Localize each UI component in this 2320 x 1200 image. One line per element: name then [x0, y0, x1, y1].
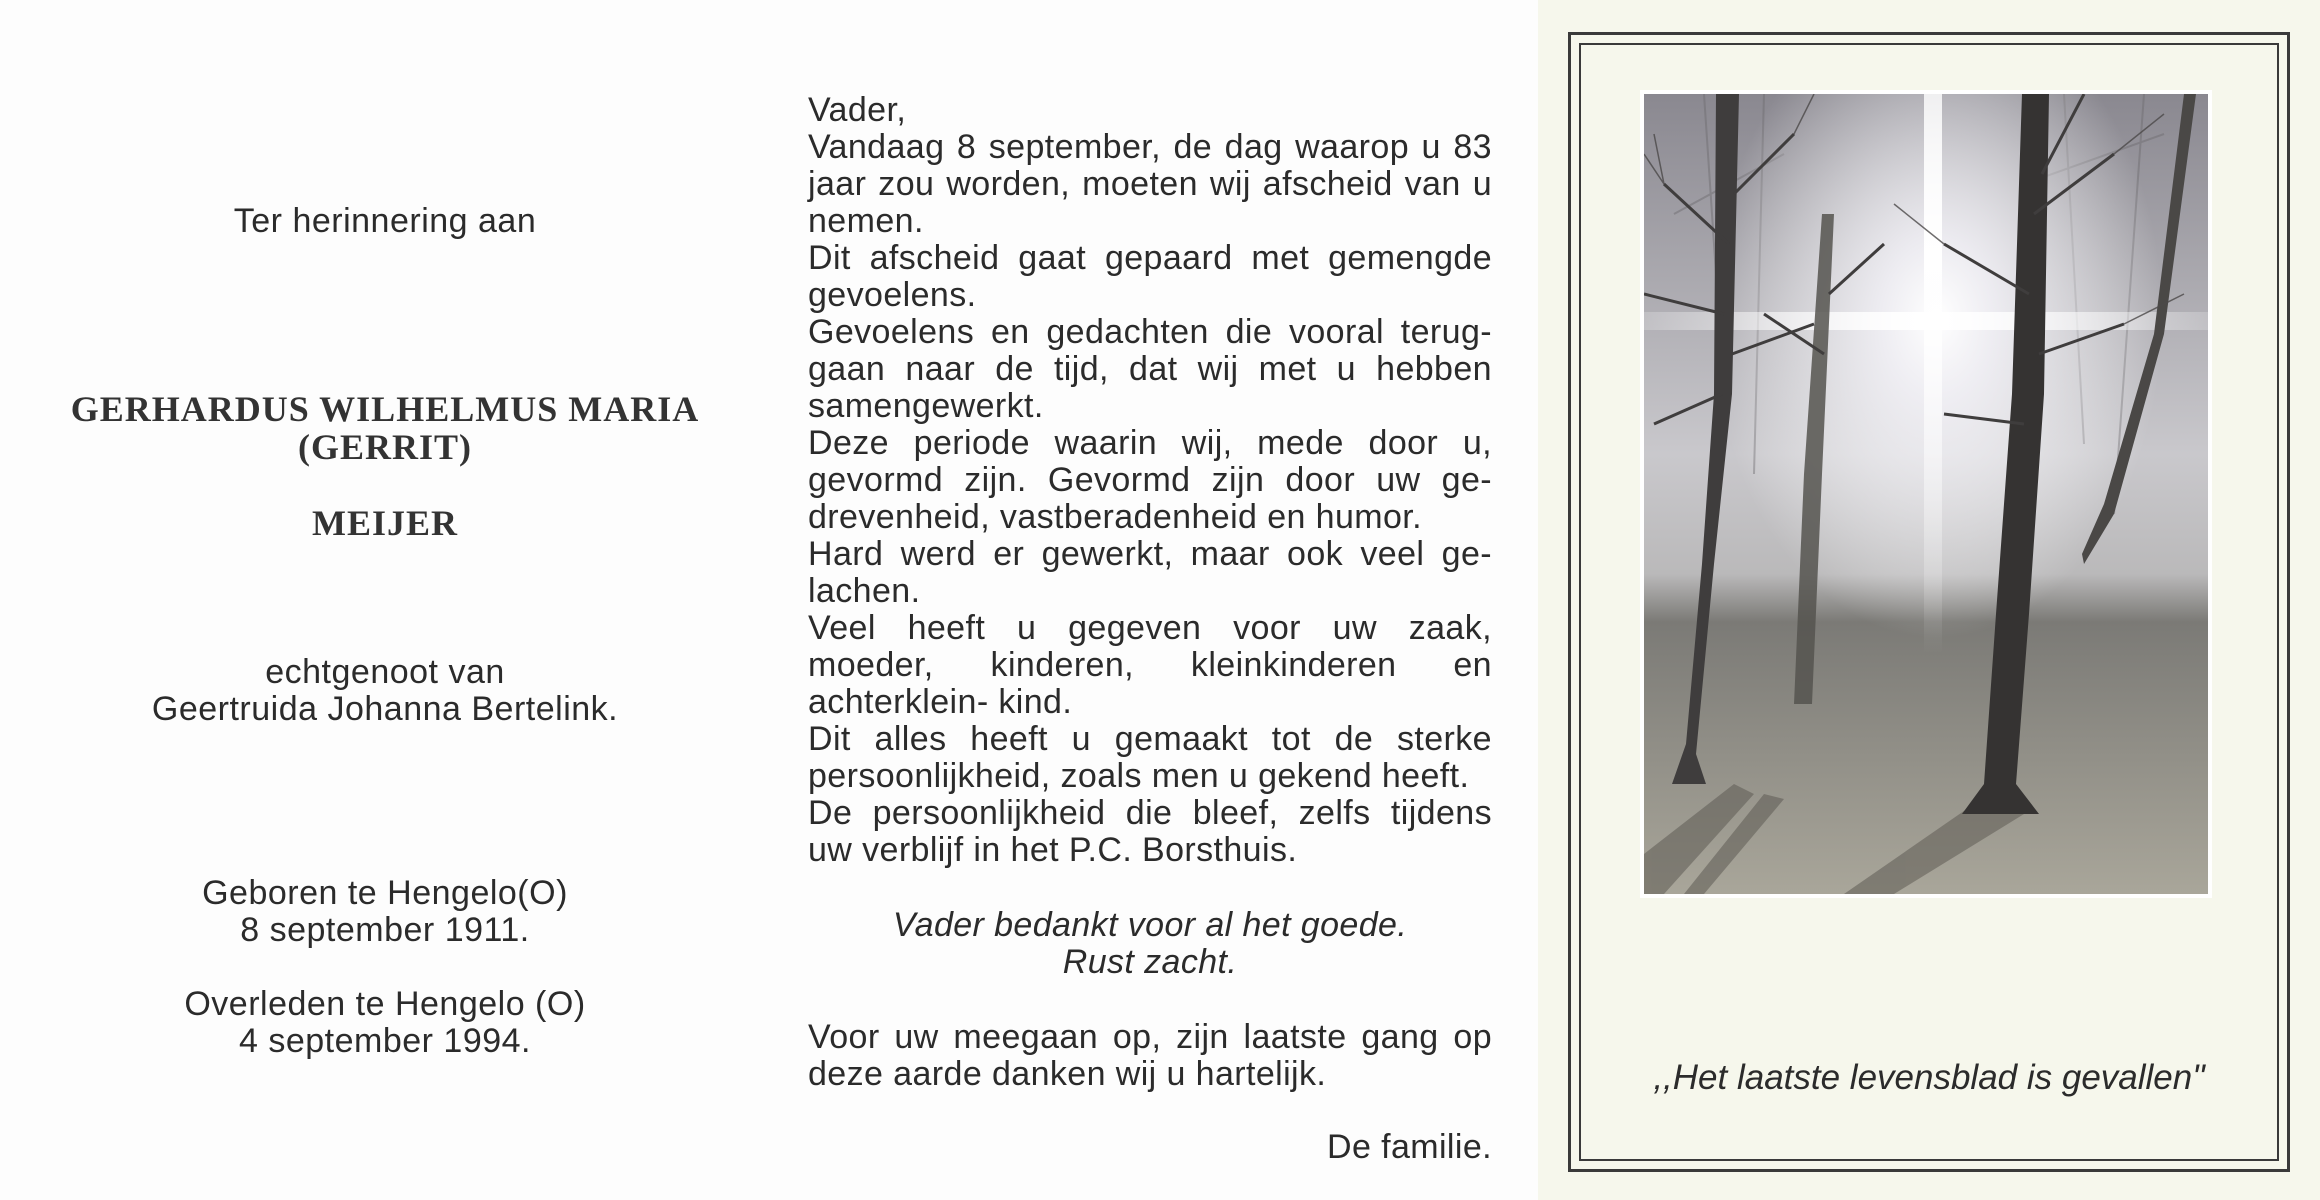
surname: MEIJER — [311, 503, 458, 543]
memorial-card-front — [1538, 0, 2320, 1200]
photo-image — [1644, 94, 2208, 894]
thanks-text: Voor uw meegaan op, zijn laatste gang op deze aarde danken wij u hartelijk. — [808, 1018, 1492, 1093]
letter-paragraph: Veel heeft u gegeven voor uw zaak, moeder, kinderen, kleinkinderen en achterklein- kind. — [808, 609, 1492, 721]
letter-paragraph: Dit alles heeft u gemaakt tot de sterke persoonlijkheid, zoals men u gekend heeft. — [808, 720, 1492, 795]
letter-paragraph: Vader, — [808, 91, 907, 129]
card-quote: ,,Het laatste levensblad is gevallen" — [1653, 1058, 2205, 1097]
letter-paragraph: Vandaag 8 september, de dag waarop u 83 jaar zou worden, moeten wij afscheid van u nemen. — [808, 128, 1492, 240]
closing-line: Vader bedankt voor al het goede. — [892, 906, 1408, 944]
signature: De familie. — [1326, 1128, 1492, 1166]
died-label: Overleden te Hengelo (O) — [184, 985, 586, 1023]
full-name: GERHARDUS WILHELMUS MARIA — [70, 389, 700, 429]
died-date: 4 september 1994. — [238, 1022, 532, 1060]
memorial-left-panel — [0, 0, 770, 1200]
memorial-letter — [808, 92, 1492, 869]
letter-paragraph: De persoonlijkheid die bleef, zelfs tijdens uw verblijf in het P.C. Borsthuis. — [808, 794, 1492, 869]
closing-line: Rust zacht. — [1062, 943, 1238, 981]
letter-paragraph: Hard werd er gewerkt, maar ook veel ge- lachen. — [808, 535, 1492, 610]
letter-paragraph: Dit afscheid gaat gepaard met gemengde gevoelens. — [808, 239, 1492, 314]
closing-words — [808, 907, 1492, 981]
born-date: 8 september 1911. — [240, 911, 530, 949]
winter-trees-photo — [1640, 90, 2212, 898]
born-label: Geboren te Hengelo(O) — [202, 874, 568, 912]
spouse-name: Geertruida Johanna Bertelink. — [151, 690, 619, 728]
letter-paragraph: Deze periode waarin wij, mede door u, gevormd zijn. Gevormd zijn door uw ge- drevenheid, vastberadenheid en humor. — [808, 424, 1492, 536]
spouse-label: echtgenoot van — [265, 653, 505, 691]
letter-paragraph: Gevoelens en gedachten die vooral terug- gaan naar de tijd, dat wij met u hebben samengewerkt. — [808, 313, 1492, 425]
nickname: (GERRIT) — [297, 427, 472, 467]
memorial-text-panel — [808, 92, 1492, 1166]
remembrance-heading: Ter herinnering aan — [233, 202, 537, 240]
